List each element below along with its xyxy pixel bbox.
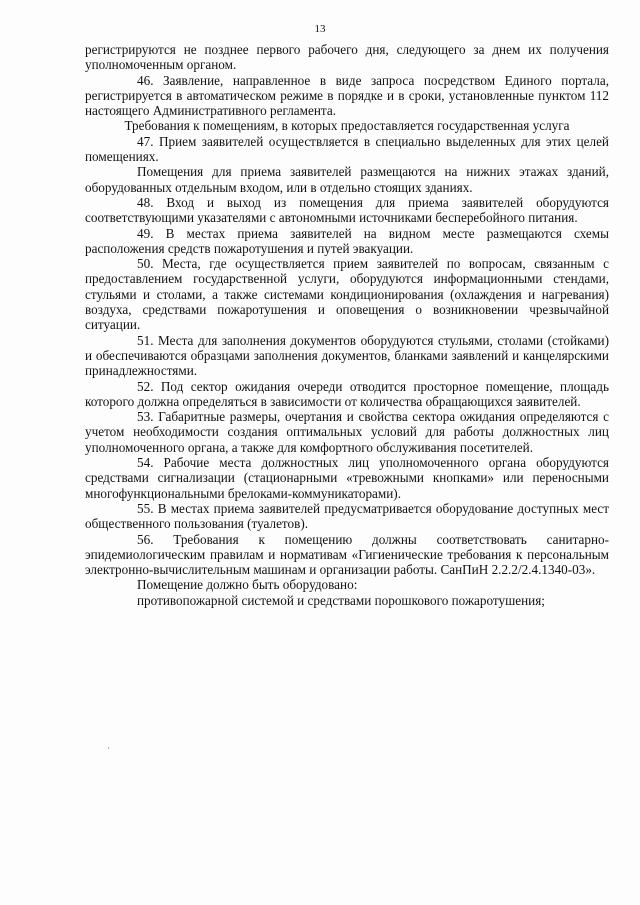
paragraph: 53. Габаритные размеры, очертания и свойства сектора ожидания определяются с учетом необходимости создания оптимальных условий для работы должностных лиц уполномоченного органа, а также для комфортного обслуживания посетителей.: [85, 409, 609, 455]
paragraph: 49. В местах приема заявителей на видном месте размещаются схемы расположения средств пожаротушения и путей эвакуации.: [85, 225, 609, 256]
section-heading: Требования к помещениям, в которых предоставляется государственная услуга: [124, 118, 570, 134]
section-after: [85, 134, 609, 608]
paragraph: регистрируются не позднее первого рабочего дня, следующего за днем их получения уполномоченным органом.: [85, 42, 609, 73]
paragraph: 52. Под сектор ожидания очереди отводится просторное помещение, площадь которого должна определяться в зависимости от количества обращающихся заявителей.: [85, 378, 609, 409]
paragraph: 48. Вход и выход из помещения для приема заявителей оборудуются соответствующими указателями с автономными источниками бесперебойного питания.: [85, 194, 609, 226]
paragraph: 54. Рабочие места должностных лиц уполномоченного органа оборудуются средствами сигнализации (стационарными «тревожными кнопками» или переносными многофункциональными брелоками-коммуникаторами).: [85, 455, 609, 501]
document-body: [85, 42, 609, 608]
paragraph: 50. Места, где осуществляется прием заявителей по вопросам, связанным с предоставлением государственной услуги, оборудуются информационными стендами, стульями и столами, а также системами кондиционирования (охлаждения и нагревания) воздуха, средствами пожаротушения и оповещения о возникновении чрезвычайной ситуации.: [85, 256, 609, 333]
section-before: [85, 42, 609, 118]
paragraph: противопожарной системой и средствами порошкового пожаротушения;: [137, 592, 545, 608]
page-number: 13: [314, 23, 326, 35]
paragraph: 46. Заявление, направленное в виде запроса посредством Единого портала, регистрируется в автоматическом режиме в порядке и в сроки, установленные пунктом 112 настоящего Административного регламента.: [85, 72, 609, 119]
paragraph: 56. Требования к помещению должны соответствовать санитарно-эпидемиологическим правилам и нормативам «Гигиенические требования к персональным электронно-вычислительным машинам и организации работы. СанПиН 2.2.2/2.4.1340-03».: [85, 531, 609, 578]
paragraph: 55. В местах приема заявителей предусматривается оборудование доступных мест общественного пользования (туалетов).: [85, 500, 609, 532]
paragraph: Помещения для приема заявителей размещаются на нижних этажах зданий, оборудованных отдельным входом, или в отдельно стоящих зданиях.: [85, 164, 609, 195]
stray-mark: ·: [107, 743, 110, 753]
paragraph: 47. Прием заявителей осуществляется в специально выделенных для этих целей помещениях.: [85, 133, 609, 165]
paragraph: 51. Места для заполнения документов оборудуются стульями, столами (стойками) и обеспечиваются образцами заполнения документов, бланками заявлений и канцелярскими принадлежностями.: [85, 332, 609, 379]
paragraph: Помещение должно быть оборудовано:: [137, 577, 358, 593]
